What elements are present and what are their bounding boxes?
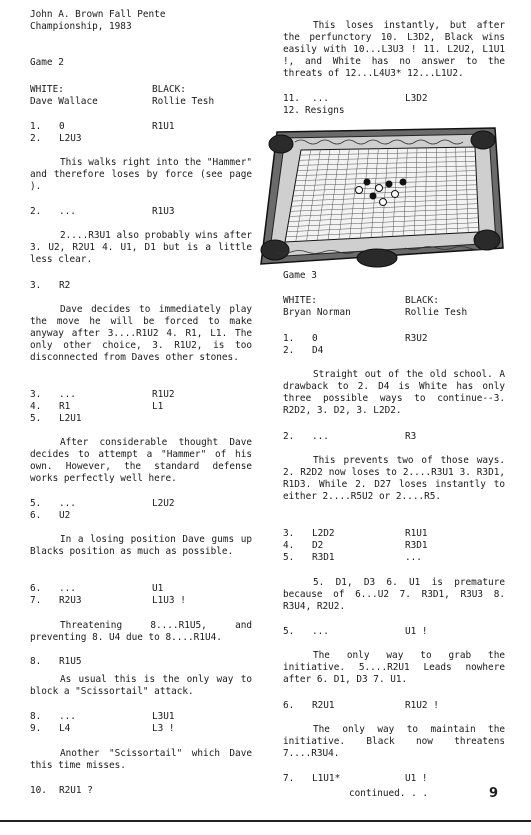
move-row — [30, 280, 252, 292]
white-move: D4 — [312, 345, 324, 356]
white-move: ... — [312, 431, 329, 442]
commentary-paragraph: The only way to grab the initiative. 5....R2U1 Leads nowhere after 6. D1, D3 7. U1. — [283, 650, 505, 685]
move-number: 1. — [30, 121, 42, 132]
move-number: 1. — [283, 333, 295, 344]
black-move: L3 ! — [152, 723, 175, 734]
white-move: 0 — [312, 333, 318, 344]
black-move: L2U2 — [152, 498, 175, 509]
white-move: 0 — [59, 121, 65, 132]
white-move: R1U5 — [59, 656, 82, 667]
move-number: 3. — [30, 280, 42, 291]
black-move: U1 ! — [405, 773, 428, 784]
move-number: 2. — [283, 431, 295, 442]
move-row — [283, 700, 505, 712]
commentary-paragraph: In a losing position Dave gums up Blacks position as much as possible. — [30, 534, 252, 557]
move-row — [30, 498, 252, 510]
white-move: U2 — [59, 510, 71, 521]
white-move: R2 — [59, 280, 71, 291]
move-row — [30, 389, 252, 401]
move-number: 11. — [283, 93, 300, 104]
black-move: R1U1 — [405, 528, 428, 539]
bottom-rule — [0, 820, 531, 822]
title-line-2: Championship, 1983 — [30, 21, 132, 32]
move-number: 8. — [30, 711, 42, 722]
commentary-paragraph: This prevents two of those ways. 2. R2D2 now loses to 2....R3U1 3. R3D1, R1D3. While 2. D27 loses instantly to either 2....R5U2 or 2....R5. — [283, 455, 505, 502]
black-player-name: Rollie Tesh — [405, 307, 468, 318]
move-row — [30, 121, 252, 133]
commentary-paragraph: The only way to maintain the initiative. Black now threatens 7....R3U4. — [283, 724, 505, 759]
white-player-name: Bryan Norman — [283, 307, 351, 318]
black-player-name: Rollie Tesh — [152, 96, 215, 107]
white-move: L2U3 — [59, 133, 82, 144]
move-number: 7. — [30, 595, 42, 606]
white-label: WHITE: — [30, 84, 64, 95]
move-number: 2. — [283, 345, 295, 356]
white-move: R2U1 ? — [59, 785, 93, 796]
move-row — [283, 540, 505, 552]
game-3-heading: Game 3 — [283, 270, 317, 281]
move-number: 5. — [30, 498, 42, 509]
move-number: 2. — [30, 206, 42, 217]
white-move: L2U1 — [59, 413, 82, 424]
move-row — [30, 785, 252, 797]
move-number: 5. — [283, 626, 295, 637]
players-header — [283, 295, 505, 319]
move-number: 3. — [30, 389, 42, 400]
move-number: 4. — [283, 540, 295, 551]
black-move: L3U1 — [152, 711, 175, 722]
white-move: L1U1* — [312, 773, 341, 784]
black-move: L3D2 — [405, 93, 428, 104]
title-line-1: John A. Brown Fall Pente — [30, 9, 166, 20]
white-move: ... — [312, 93, 329, 104]
move-row — [30, 711, 252, 723]
commentary-paragraph: 5. D1, D3 6. U1 is premature because of 6...U2 7. R3D1, R3U3 8. R3U4, R2U2. — [283, 577, 505, 612]
move-row — [30, 510, 252, 522]
black-move: ... — [405, 552, 422, 563]
black-move: R1U2 — [152, 389, 175, 400]
move-row — [283, 93, 505, 105]
white-move: ... — [59, 389, 76, 400]
white-move: R1 — [59, 401, 71, 412]
game-2-heading: Game 2 — [30, 57, 64, 68]
black-label: BLACK: — [405, 295, 439, 306]
black-move: R3D1 — [405, 540, 428, 551]
move-row — [30, 206, 252, 218]
commentary-paragraph: Straight out of the old school. A drawback to 2. D4 is White has only three possible ways to continue--3. R2D2, 3. D2, 3. L2D2. — [283, 369, 505, 416]
move-number: 4. — [30, 401, 42, 412]
move-row — [30, 401, 252, 413]
move-number: 5. — [283, 552, 295, 563]
black-move: L1 — [152, 401, 164, 412]
white-label: WHITE: — [283, 295, 317, 306]
white-move: ... — [59, 498, 76, 509]
white-move: R2U1 — [312, 700, 335, 711]
move-number: 6. — [30, 583, 42, 594]
commentary-paragraph: Dave decides to immediately play the move he will be forced to make anyway after 3....R1U2 4. R1, L1. The only other choice, 3. R1U2, is too disconnected from Daves other stones. — [30, 304, 252, 363]
white-move: L2D2 — [312, 528, 335, 539]
pente-board-illustration — [255, 124, 505, 270]
continued-note: continued. . . — [349, 788, 429, 799]
commentary-paragraph: Another "Scissortail" which Dave this time misses. — [30, 748, 252, 771]
white-player-name: Dave Wallace — [30, 96, 98, 107]
white-move: ... — [59, 711, 76, 722]
move-number: 6. — [30, 510, 42, 521]
move-row — [30, 723, 252, 735]
white-move: ... — [59, 206, 76, 217]
move-number: 12. — [283, 105, 300, 116]
white-move: L4 — [59, 723, 71, 734]
commentary-paragraph: This loses instantly, but after the perfunctory 10. L3D2, Black wins easily with 10...L3U3 ! 11. L2U2, L1U1 !, and White has no answer to the threats of 12...L4U3* 12...L1U2. — [283, 20, 505, 79]
move-row — [283, 552, 505, 564]
page-number: 9 — [489, 786, 499, 801]
white-move: R3D1 — [312, 552, 335, 563]
move-row — [283, 528, 505, 540]
move-row — [283, 333, 505, 345]
black-move: R1U2 ! — [405, 700, 439, 711]
commentary-paragraph: As usual this is the only way to block a "Scissortail" attack. — [30, 674, 252, 697]
move-row — [283, 773, 505, 785]
black-label: BLACK: — [152, 84, 186, 95]
move-row — [283, 105, 505, 117]
move-number: 2. — [30, 133, 42, 144]
white-move: D2 — [312, 540, 324, 551]
move-row — [30, 595, 252, 607]
commentary-paragraph: 2....R3U1 also probably wins after 3. U2, R2U1 4. U1, D1 but is a little less clear. — [30, 230, 252, 265]
move-row — [30, 583, 252, 595]
white-move: ... — [312, 626, 329, 637]
white-move: ... — [59, 583, 76, 594]
article-title — [30, 9, 252, 33]
move-row — [283, 431, 505, 443]
white-move: R2U3 — [59, 595, 82, 606]
move-number: 10. — [30, 785, 47, 796]
move-row — [30, 656, 252, 668]
black-move: R1U3 — [152, 206, 175, 217]
commentary-paragraph: This walks right into the "Hammer" and therefore loses by force (see page ). — [30, 157, 252, 192]
move-number: 9. — [30, 723, 42, 734]
move-number: 5. — [30, 413, 42, 424]
white-move: Resigns — [305, 105, 345, 116]
move-row — [283, 345, 505, 357]
black-move: R1U1 — [152, 121, 175, 132]
black-move: U1 ! — [405, 626, 428, 637]
black-move: U1 — [152, 583, 164, 594]
commentary-paragraph: Threatening 8....R1U5, and preventing 8. U4 due to 8....R1U4. — [30, 620, 252, 643]
move-row — [30, 413, 252, 425]
move-number: 8. — [30, 656, 42, 667]
move-number: 7. — [283, 773, 295, 784]
black-move: L1U3 ! — [152, 595, 186, 606]
black-move: R3 — [405, 431, 417, 442]
move-row — [30, 133, 252, 145]
commentary-paragraph: After considerable thought Dave decides to attempt a "Hammer" of his own. However, the standard defense works perfectly well here. — [30, 437, 252, 484]
move-number: 3. — [283, 528, 295, 539]
players-header — [30, 84, 252, 108]
black-move: R3U2 — [405, 333, 428, 344]
move-row — [283, 626, 505, 638]
move-number: 6. — [283, 700, 295, 711]
